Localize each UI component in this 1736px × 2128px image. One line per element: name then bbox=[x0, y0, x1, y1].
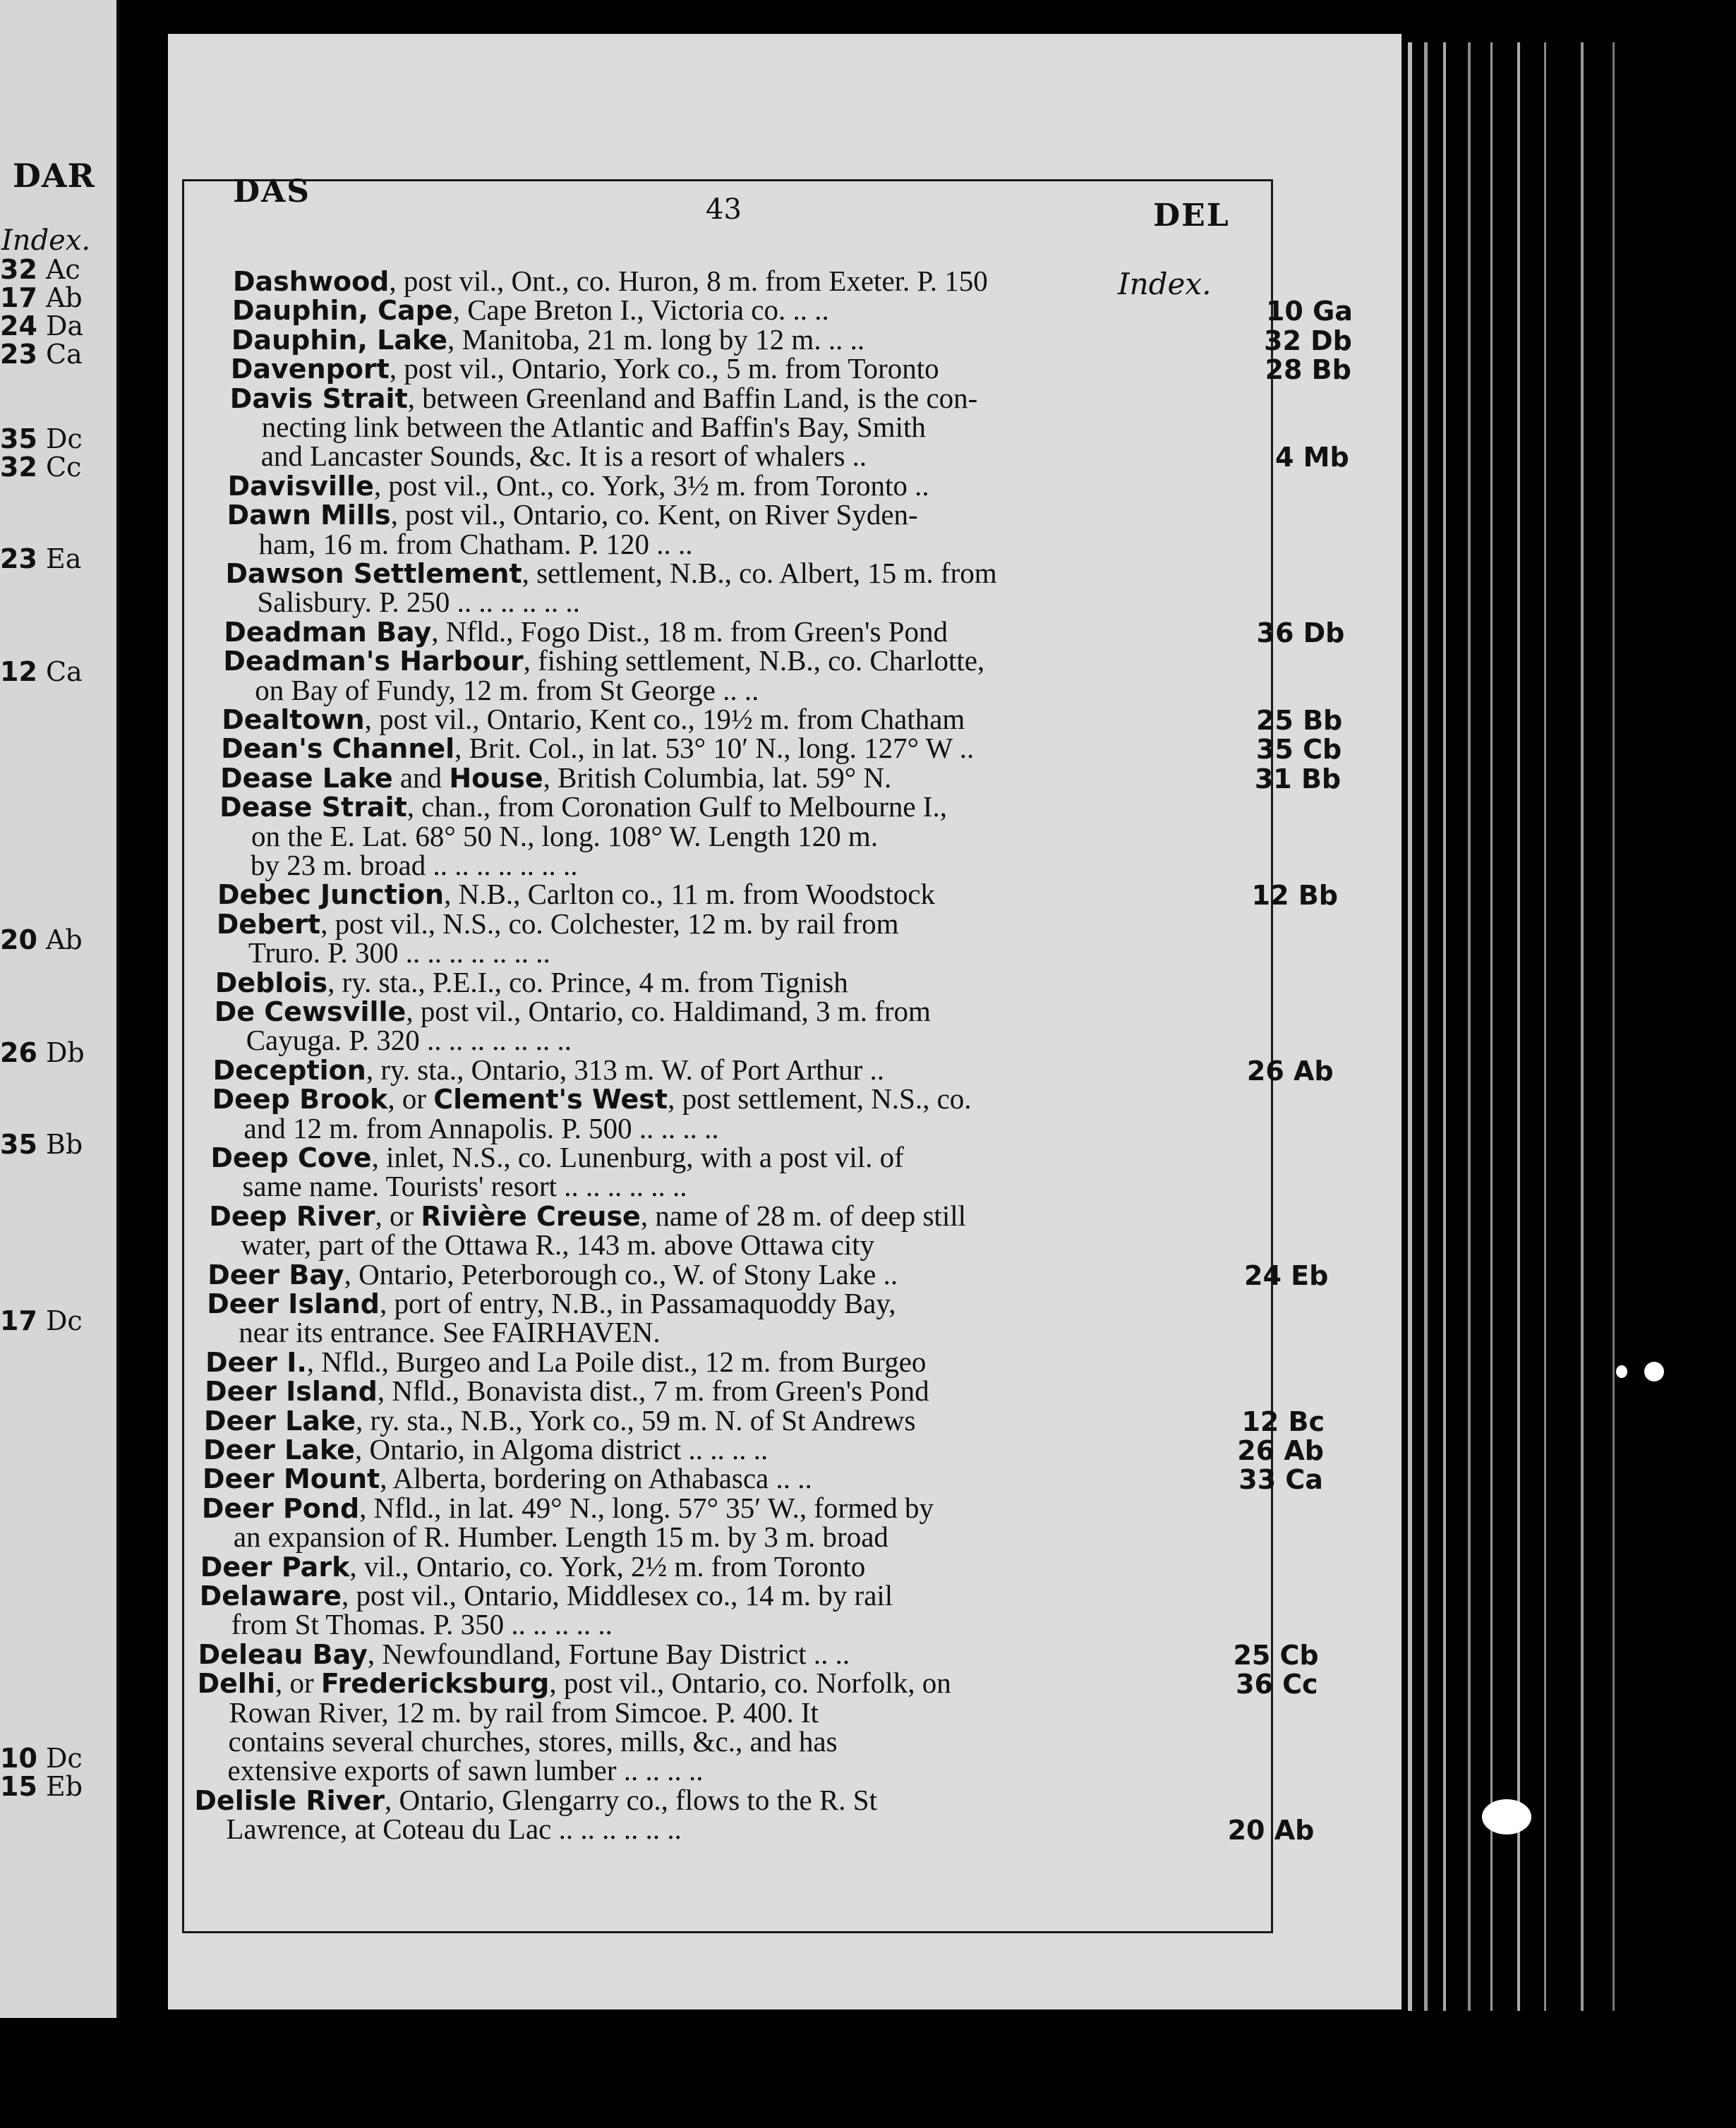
entry-text: on Bay of Fundy, 12 m. from St George .. .. bbox=[255, 673, 759, 706]
entry-continuation bbox=[246, 1026, 572, 1055]
entry-text: extensive exports of sawn lumber .. .. .. .. bbox=[227, 1754, 704, 1787]
entry-headword-alt: Fredericksburg bbox=[320, 1668, 550, 1700]
entry-headword: Dauphin, Cape bbox=[231, 295, 453, 327]
entry-text: contains several churches, stores, mills, &c., and has bbox=[228, 1725, 838, 1758]
entry-continuation bbox=[251, 851, 578, 880]
entry-text: Cayuga. P. 320 .. .. .. .. .. .. .. bbox=[246, 1024, 572, 1057]
gazetteer-entry bbox=[220, 763, 891, 792]
entry-text: , post settlement, N.S., co. bbox=[668, 1082, 972, 1116]
paper-speck bbox=[1616, 1365, 1627, 1378]
paper-speck bbox=[1644, 1362, 1664, 1382]
page-edge bbox=[1443, 42, 1446, 2011]
index-reference: 35 Cb bbox=[1255, 734, 1342, 766]
entry-text: , Alberta, bordering on Athabasca .. .. bbox=[380, 1462, 812, 1495]
gazetteer-entry bbox=[232, 296, 829, 325]
entry-continuation bbox=[229, 1695, 819, 1729]
entry-continuation bbox=[261, 442, 867, 471]
gazetteer-entry bbox=[217, 909, 899, 938]
entry-continuation bbox=[231, 1610, 613, 1639]
facing-index-ref bbox=[0, 339, 83, 370]
facing-index-ref-number: 15 bbox=[0, 1771, 37, 1802]
entry-headword: Dease Strait bbox=[219, 792, 407, 823]
entry-headword: Deep Brook bbox=[212, 1084, 388, 1116]
facing-index-ref-number: 10 bbox=[0, 1743, 37, 1774]
running-head-left: DAS bbox=[233, 174, 311, 210]
entry-continuation bbox=[251, 819, 879, 852]
entry-text: on the E. Lat. 68° 50 N., long. 108° W. Length 120 m. bbox=[251, 819, 879, 852]
entry-text: , Nfld., Bonavista dist., 7 m. from Green's Pond bbox=[377, 1374, 929, 1408]
entry-text: , Brit. Col., in lat. 53° 10′ N., long. 127° W .. bbox=[454, 732, 975, 765]
entry-continuation bbox=[255, 673, 759, 706]
facing-index-ref-letters: Dc bbox=[37, 1305, 83, 1336]
page-edge bbox=[1581, 42, 1584, 2011]
entry-text: , between Greenland and Baffin Land, is the con- bbox=[407, 381, 978, 414]
gazetteer-entry bbox=[201, 1491, 934, 1524]
entry-continuation bbox=[241, 1228, 875, 1262]
facing-index-ref bbox=[0, 656, 83, 687]
gazetteer-entry bbox=[198, 1669, 951, 1698]
entry-continuation bbox=[229, 1727, 838, 1756]
entry-headword: Dease Lake bbox=[220, 762, 393, 794]
facing-index-ref-number: 23 bbox=[0, 339, 37, 370]
index-reference: 25 Bb bbox=[1255, 705, 1343, 736]
page-edge bbox=[1408, 42, 1412, 2011]
paper-speck bbox=[1482, 1799, 1531, 1834]
index-reference: 32 Db bbox=[1264, 325, 1352, 356]
entry-text: , Manitoba, 21 m. long by 12 m. .. .. bbox=[447, 322, 865, 356]
entry-text: near its entrance. See FAIRHAVEN. bbox=[239, 1316, 661, 1349]
entry-text: , post vil., N.S., co. Colchester, 12 m. by rail from bbox=[320, 907, 899, 940]
page-edge bbox=[1613, 42, 1615, 2011]
entry-continuation bbox=[243, 1111, 719, 1144]
gazetteer-entry bbox=[215, 965, 848, 998]
entry-text: , N.B., Carlton co., 11 m. from Woodstock bbox=[444, 878, 936, 911]
entry-headword: Dealtown bbox=[222, 704, 365, 735]
facing-page bbox=[0, 0, 119, 2018]
entry-headword: Deadman Bay bbox=[224, 616, 432, 648]
entry-headword: Delisle River bbox=[194, 1784, 385, 1816]
entry-headword: Deer Park bbox=[200, 1551, 350, 1583]
gazetteer-entry bbox=[203, 1464, 812, 1493]
page-number: 43 bbox=[706, 193, 742, 226]
page-edge bbox=[1424, 42, 1428, 2011]
index-reference: 12 Bb bbox=[1251, 880, 1338, 912]
entry-headword: Deer Bay bbox=[207, 1259, 344, 1290]
gazetteer-entry bbox=[215, 997, 931, 1026]
entry-headword: Davenport bbox=[230, 353, 390, 385]
gazetteer-entry bbox=[198, 1637, 850, 1670]
entry-text: and 12 m. from Annapolis. P. 500 .. .. .. .. bbox=[243, 1111, 719, 1144]
facing-index-ref-letters: Ca bbox=[37, 339, 83, 370]
entry-text: , post vil., Ontario, Kent co., 19½ m. from Chatham bbox=[364, 703, 965, 735]
facing-index-ref-letters: Ab bbox=[37, 924, 83, 955]
entry-text: Salisbury. P. 250 .. .. .. .. .. .. bbox=[257, 586, 580, 619]
entry-text: , ry. sta., Ontario, 313 m. W. of Port Arthur .. bbox=[366, 1053, 884, 1086]
entry-text: , post vil., Ont., co. York, 3½ m. from Toronto .. bbox=[373, 468, 929, 502]
index-reference: 36 Cc bbox=[1236, 1669, 1318, 1700]
facing-index-ref-number: 35 bbox=[0, 423, 37, 454]
entry-text: water, part of the Ottawa R., 143 m. above Ottawa city bbox=[241, 1228, 875, 1262]
facing-index-ref bbox=[0, 452, 81, 483]
gazetteer-entry bbox=[194, 1783, 878, 1816]
gazetteer-entry bbox=[212, 1053, 884, 1086]
index-reference: 10 Ga bbox=[1265, 296, 1353, 327]
facing-index-ref-letters: Eb bbox=[37, 1771, 83, 1802]
entry-headword: Dawn Mills bbox=[227, 500, 391, 531]
entry-continuation bbox=[234, 1523, 888, 1552]
entry-text: , Ontario, in Algoma district .. .. .. .. bbox=[354, 1433, 768, 1465]
entry-text: , post vil., Ontario, co. Norfolk, on bbox=[549, 1667, 951, 1700]
facing-index-ref-number: 17 bbox=[0, 282, 37, 313]
index-reference: 12 Bc bbox=[1241, 1405, 1325, 1437]
gazetteer-entry bbox=[211, 1143, 904, 1172]
gazetteer-entry bbox=[219, 792, 947, 821]
entry-text: ham, 16 m. from Chatham. P. 120 .. .. bbox=[258, 527, 693, 560]
facing-index-ref-number: 23 bbox=[0, 543, 37, 574]
entry-text: , Ontario, Peterborough co., W. of Stony Lake .. bbox=[344, 1257, 898, 1290]
facing-index-ref-letters: Db bbox=[37, 1037, 85, 1068]
facing-index-ref bbox=[0, 1129, 83, 1160]
running-head-right: DEL bbox=[1153, 198, 1230, 234]
entry-headword: Deblois bbox=[215, 967, 328, 998]
gazetteer-entry bbox=[229, 381, 978, 414]
entry-text: , post vil., Ontario, co. Kent, on River Syden- bbox=[390, 498, 918, 531]
gazetteer-entry bbox=[226, 559, 997, 588]
gazetteer-entry bbox=[233, 267, 988, 296]
gazetteer-entry bbox=[203, 1435, 768, 1464]
index-reference: 20 Ab bbox=[1227, 1815, 1315, 1846]
facing-index-ref-number: 32 bbox=[0, 254, 37, 285]
entry-headword-alt: House bbox=[449, 762, 543, 794]
gazetteer-entry bbox=[209, 1199, 966, 1232]
gazetteer-entry bbox=[207, 1289, 896, 1318]
facing-index-ref bbox=[0, 423, 83, 454]
index-reference: 31 Bb bbox=[1254, 763, 1342, 794]
gazetteer-entry bbox=[223, 646, 984, 675]
entry-text: , name of 28 m. of deep still bbox=[640, 1199, 966, 1232]
entry-headword: De Cewsville bbox=[214, 996, 406, 1027]
facing-index-title: Index. bbox=[1, 224, 91, 257]
facing-index-ref-letters: Da bbox=[37, 310, 84, 341]
facing-index-ref-number: 35 bbox=[0, 1129, 37, 1160]
entry-text: an expansion of R. Humber. Length 15 m. by 3 m. broad bbox=[233, 1521, 888, 1554]
entry-text: , ry. sta., N.B., York co., 59 m. N. of St Andrews bbox=[355, 1403, 916, 1437]
entry-text: , post vil., Ontario, Middlesex co., 14 m. by rail bbox=[342, 1579, 893, 1612]
index-reference: 26 Ab bbox=[1246, 1055, 1334, 1087]
entry-text: , port of entry, N.B., in Passamaquoddy Bay, bbox=[380, 1287, 896, 1319]
entry-text: , post vil., Ont., co. Huron, 8 m. from Exeter. P. 150 bbox=[389, 265, 988, 297]
gazetteer-entry bbox=[221, 734, 974, 763]
entry-text: , ry. sta., P.E.I., co. Prince, 4 m. from Tignish bbox=[327, 965, 848, 998]
facing-index-ref bbox=[0, 1771, 83, 1802]
entry-text: Lawrence, at Coteau du Lac .. .. .. .. .. .. bbox=[226, 1813, 682, 1846]
entry-text: , post vil., Ontario, York co., 5 m. from Toronto bbox=[389, 352, 939, 385]
entry-text: , or bbox=[387, 1082, 434, 1116]
entry-headword: Deer Lake bbox=[203, 1434, 355, 1465]
entry-headword: Delhi bbox=[197, 1668, 276, 1700]
entry-continuation bbox=[227, 1756, 703, 1785]
entry-text: , Newfoundland, Fortune Bay District .. .. bbox=[367, 1637, 850, 1670]
gazetteer-entry bbox=[222, 705, 965, 734]
index-column-label: Index. bbox=[1118, 267, 1212, 301]
gazetteer-entry bbox=[207, 1257, 898, 1290]
facing-index-ref bbox=[0, 254, 80, 285]
facing-index-ref-number: 20 bbox=[0, 924, 37, 955]
facing-index-ref-letters: Bb bbox=[37, 1129, 83, 1160]
facing-index-ref bbox=[0, 1037, 85, 1068]
index-reference: 33 Ca bbox=[1238, 1464, 1323, 1496]
facing-index-ref bbox=[0, 1743, 83, 1774]
gazetteer-entry bbox=[205, 1345, 927, 1378]
entry-headword: Deer I. bbox=[205, 1346, 307, 1378]
entry-headword: Dauphin, Lake bbox=[231, 324, 448, 356]
entry-headword: Dashwood bbox=[233, 266, 390, 297]
facing-index-ref bbox=[0, 310, 83, 341]
entry-text: , Nfld., Fogo Dist., 18 m. from Green's Pond bbox=[431, 615, 948, 648]
entry-text: Rowan River, 12 m. by rail from Simcoe. P. 400. It bbox=[229, 1695, 819, 1729]
entry-headword: Delaware bbox=[199, 1580, 342, 1612]
gazetteer-entry bbox=[205, 1374, 929, 1408]
entry-headword: Debec Junction bbox=[217, 879, 445, 911]
facing-index-ref bbox=[0, 924, 83, 955]
facing-index-ref-letters: Ab bbox=[37, 282, 83, 313]
entry-headword: Dawson Settlement bbox=[225, 558, 522, 589]
facing-index-ref-number: 17 bbox=[0, 1305, 37, 1336]
entry-headword-alt: Rivière Creuse bbox=[421, 1200, 641, 1232]
entry-text: necting link between the Atlantic and Baffin's Bay, Smith bbox=[261, 411, 926, 443]
gazetteer-entry bbox=[227, 468, 929, 502]
entry-text: Truro. P. 300 .. .. .. .. .. .. .. bbox=[248, 936, 550, 969]
facing-index-ref-letters: Dc bbox=[37, 1743, 83, 1774]
gazetteer-entry bbox=[212, 1082, 972, 1116]
entry-headword: Davis Strait bbox=[229, 382, 408, 414]
index-reference: 24 Eb bbox=[1244, 1259, 1329, 1291]
index-reference: 28 Bb bbox=[1265, 354, 1351, 386]
entry-headword: Deer Lake bbox=[204, 1405, 356, 1437]
index-reference: 26 Ab bbox=[1237, 1435, 1324, 1466]
entry-headword: Deception bbox=[212, 1054, 366, 1086]
gazetteer-entry bbox=[227, 500, 918, 529]
entry-text: same name. Tourists' resort .. .. .. .. .. .. bbox=[242, 1170, 687, 1203]
entry-headword: Deer Mount bbox=[202, 1463, 380, 1495]
entry-headword: Deer Island bbox=[205, 1376, 378, 1408]
index-reference: 4 Mb bbox=[1275, 442, 1349, 473]
gazetteer-entry bbox=[200, 1549, 866, 1583]
gazetteer-entry bbox=[217, 880, 935, 909]
gazetteer-entry bbox=[231, 322, 865, 356]
entry-headword: Dean's Channel bbox=[221, 733, 455, 765]
facing-index-ref bbox=[0, 282, 83, 313]
index-reference: 25 Cb bbox=[1233, 1639, 1319, 1671]
entry-text: , Nfld., in lat. 49° N., long. 57° 35′ W., formed by bbox=[359, 1491, 934, 1524]
entry-headword: Deleau Bay bbox=[198, 1638, 368, 1670]
entry-text: , chan., from Coronation Gulf to Melbourne I., bbox=[406, 790, 947, 823]
entry-headword: Davisville bbox=[227, 470, 374, 502]
entry-continuation bbox=[226, 1815, 682, 1844]
entry-continuation bbox=[239, 1318, 660, 1347]
facing-index-ref-number: 24 bbox=[0, 310, 37, 341]
gazetteer-entry bbox=[224, 617, 948, 646]
entry-text: , vil., Ontario, co. York, 2½ m. from Toronto bbox=[349, 1549, 866, 1583]
entry-text: , Nfld., Burgeo and La Poile dist., 12 m. from Burgeo bbox=[306, 1345, 927, 1378]
entry-text: , Ontario, Glengarry co., flows to the R. St bbox=[384, 1783, 878, 1816]
entry-continuation bbox=[257, 588, 580, 617]
gazetteer-entry bbox=[200, 1581, 893, 1610]
entry-headword: Deer Island bbox=[207, 1288, 380, 1319]
page-edge bbox=[1517, 42, 1520, 2011]
entry-text: by 23 m. broad .. .. .. .. .. .. .. bbox=[251, 849, 578, 881]
entry-text: from St Thomas. P. 350 .. .. .. .. .. bbox=[231, 1608, 613, 1641]
entry-continuation bbox=[248, 938, 550, 967]
entry-text: , or bbox=[375, 1199, 421, 1232]
facing-index-ref-letters: Dc bbox=[37, 423, 83, 454]
facing-index-ref-letters: Ac bbox=[37, 254, 80, 285]
entry-text: and bbox=[392, 761, 450, 794]
facing-index-ref-letters: Ca bbox=[37, 656, 83, 687]
entry-continuation bbox=[262, 413, 926, 442]
entry-continuation bbox=[242, 1172, 687, 1201]
gazetteer-entry bbox=[231, 354, 939, 383]
entry-headword: Deadman's Harbour bbox=[223, 646, 524, 677]
gazetteer-entry bbox=[204, 1403, 916, 1437]
entry-headword: Deep River bbox=[209, 1200, 375, 1232]
entry-text: , Cape Breton I., Victoria co. .. .. bbox=[452, 294, 829, 327]
entry-text: , inlet, N.S., co. Lunenburg, with a post vil. of bbox=[371, 1141, 904, 1173]
entry-text: , settlement, N.B., co. Albert, 15 m. from bbox=[522, 557, 997, 589]
facing-running-head: DAR bbox=[13, 157, 95, 195]
entry-text: , post vil., Ontario, co. Haldimand, 3 m. from bbox=[406, 995, 931, 1027]
entry-text: , or bbox=[275, 1667, 321, 1700]
facing-index-ref-number: 32 bbox=[0, 452, 37, 483]
facing-index-ref bbox=[0, 543, 81, 574]
entry-headword: Deer Pond bbox=[201, 1492, 360, 1524]
entry-text: , British Columbia, lat. 59° N. bbox=[543, 761, 892, 794]
entry-continuation bbox=[258, 527, 693, 560]
entry-text: and Lancaster Sounds, &c. It is a resort of whalers .. bbox=[260, 440, 867, 473]
entry-headword: Deep Cove bbox=[210, 1142, 372, 1173]
facing-index-ref-number: 12 bbox=[0, 656, 37, 687]
index-reference: 36 Db bbox=[1256, 617, 1345, 648]
page-edge bbox=[1544, 42, 1546, 2011]
entry-headword: Debert bbox=[216, 908, 321, 940]
entry-headword-alt: Clement's West bbox=[433, 1084, 668, 1116]
gazetteer-page bbox=[168, 34, 1402, 2009]
entry-text: , fishing settlement, N.B., co. Charlotte, bbox=[523, 644, 985, 677]
facing-index-ref-number: 26 bbox=[0, 1037, 37, 1068]
facing-index-ref bbox=[0, 1305, 83, 1336]
page-edge bbox=[1468, 42, 1471, 2011]
facing-index-ref-letters: Cc bbox=[37, 452, 82, 483]
facing-index-ref-letters: Ea bbox=[37, 543, 82, 574]
page-edge bbox=[1490, 42, 1493, 2011]
